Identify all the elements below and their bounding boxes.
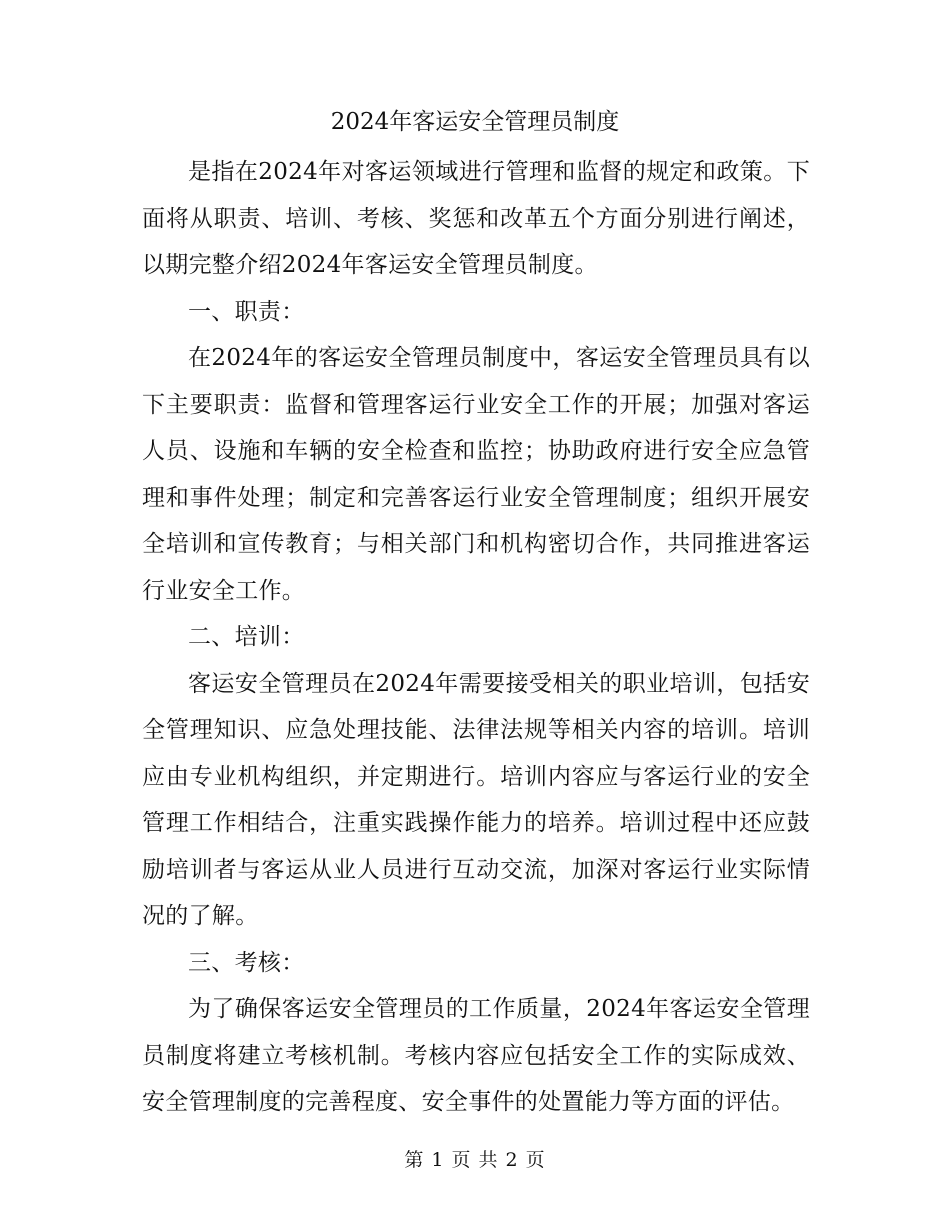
section-heading-training: 二、培训： <box>188 624 305 650</box>
page-footer: 第 1 页 共 2 页 <box>404 1149 546 1171</box>
section-text-assessment: 为了确保客运安全管理员的工作质量，2024年客运安全管理员制度将建立考核机制。考核内容应包括安全工作的实际成效、安全管理制度的完善程度、安全事件的处置能力等方面的评估。 <box>142 996 810 1115</box>
document-body <box>142 149 810 1126</box>
intro-paragraph: 是指在2024年对客运领域进行管理和监督的规定和政策。下面将从职责、培训、考核、奖惩和改革五个方面分别进行阐述，以期完整介绍2024年客运安全管理员制度。 <box>142 159 810 278</box>
section-heading-assessment: 三、考核： <box>188 949 305 976</box>
section-text-training: 客运安全管理员在2024年需要接受相关的职业培训，包括安全管理知识、应急处理技能、法律法规等相关内容的培训。培训应由专业机构组织，并定期进行。培训内容应与客运行业的安全管理工作相结合，注重实践操作能力的培养。培训过程中还应鼓励培训者与客运从业人员进行互动交流，加深对客运行业实际情况的了解。 <box>142 670 810 929</box>
section-heading-duties: 一、职责： <box>188 298 305 325</box>
document-title: 2024年客运安全管理员制度 <box>330 109 620 135</box>
section-text-duties: 在2024年的客运安全管理员制度中，客运安全管理员具有以下主要职责：监督和管理客运行业安全工作的开展；加强对客运人员、设施和车辆的安全检查和监控；协助政府进行安全应急管理和事件处理；制定和完善客运行业安全管理制度；组织开展安全培训和宣传教育；与相关部门和机构密切合作，共同推进客运行业安全工作。 <box>142 345 810 604</box>
